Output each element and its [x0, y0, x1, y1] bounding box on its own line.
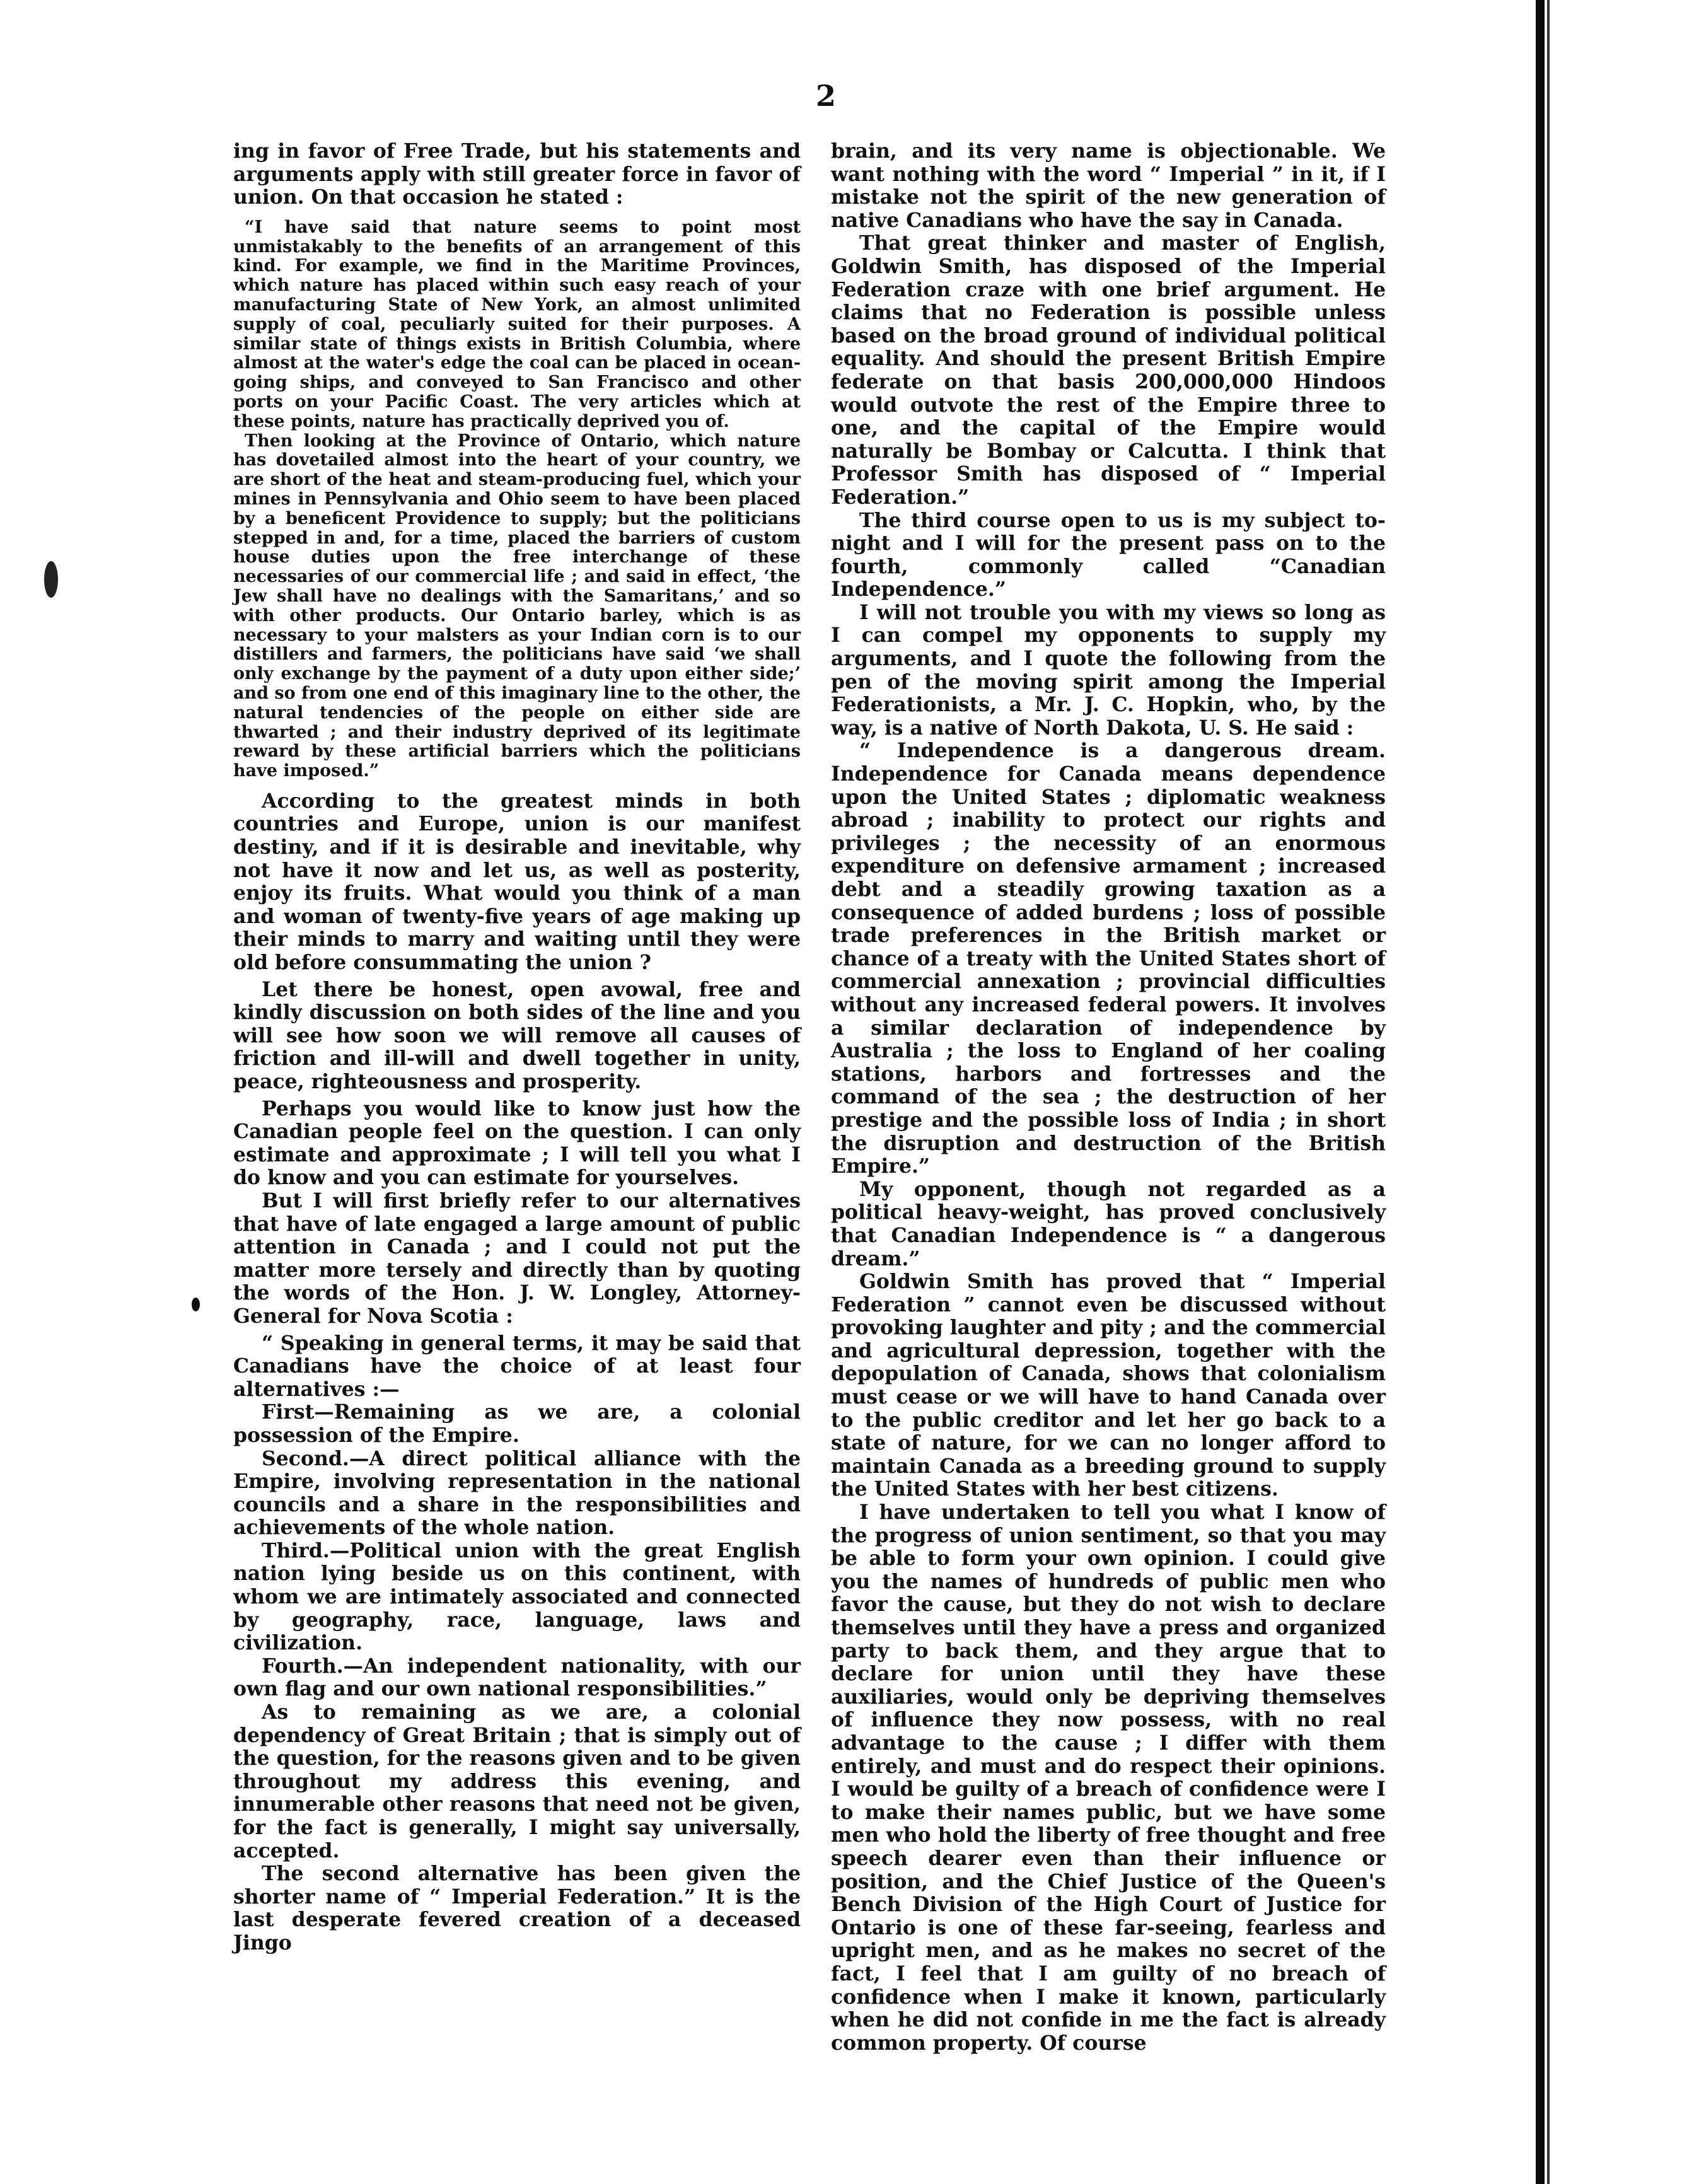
left-column — [233, 140, 801, 1955]
page-number: 2 — [815, 79, 836, 113]
paragraph: Goldwin Smith has proved that “ Imperial Federation ” cannot even be discussed without provoking laughter and pity ; and the commercial and agricultural depression, together with the depopulation of Canada, shows that colonialism must cease or we will have to hand Canada over to the public creditor and let her go back to a state of nature, for we can no longer afford to maintain Canada as a breeding ground to supply the United States with her best citizens. — [831, 1270, 1386, 1501]
quote-paragraph: Then looking at the Province of Ontario, which nature has dovetailed almost into the heart of your country, we are short of the heat and steam-producing fuel, which your mines in Pennsylvania and Ohio seem to have been placed by a beneficent Providence to supply; but the politicians stepped in and, for a time, placed the barriers of custom house duties upon the free interchange of these necessaries of our commercial life ; and said in effect, ‘the Jew shall have no dealings with the Samaritans,’ and so with other products. Our Ontario barley, which is as necessary to your malsters as your Indian corn is to our distillers and farmers, the politicians have said ‘we shall only exchange by the payment of a duty upon either side;’ and so from one end of this imaginary line to the other, the natural tendencies of the people on either side are thwarted ; and their industry deprived of its legitimate reward by these artificial barriers which the politicians have imposed.” — [233, 431, 801, 781]
scan-edge-border — [1536, 0, 1545, 2184]
scan-edge-line — [1547, 0, 1550, 2184]
paragraph: That great thinker and master of English, Goldwin Smith, has disposed of the Imperial Federation craze with one brief argument. He claims that no Federation is possible unless based on the broad ground of individual political equality. And should the present British Empire federate on that basis 200,000,000 Hindoos would outvote the rest of the Empire three to one, and the capital of the Empire would naturally be Bombay or Calcutta. I think that Professor Smith has disposed of “ Imperial Federation.” — [831, 231, 1386, 509]
paragraph: But I will first briefly refer to our alternatives that have of late engaged a large amount of public attention in Canada ; and I could not put the matter more tersely and directly than by quoting the words of the Hon. J. W. Longley, Attorney-General for Nova Scotia : — [233, 1188, 801, 1328]
paragraph: “ Speaking in general terms, it may be said that Canadians have the choice of at least four alternatives :— — [233, 1331, 801, 1401]
paragraph: Let there be honest, open avowal, free and kindly discussion on both sides of the line and you will see how soon we will remove all causes of friction and ill-will and dwell together in unity, peace, righteousness and prosperity. — [233, 977, 801, 1094]
paragraph: ing in favor of Free Trade, but his statements and arguments apply with still greater force in favor of union. On that occasion he stated : — [233, 139, 801, 209]
paragraph: Fourth.—An independent nationality, with our own flag and our own national responsibilities.” — [233, 1654, 801, 1701]
paragraph: brain, and its very name is objectionable. We want nothing with the word “ Imperial ” in it, if I mistake not the spirit of the new generation of native Canadians who have the say in Canada. — [831, 139, 1386, 232]
paragraph: First—Remaining as we are, a colonial possession of the Empire. — [233, 1400, 801, 1447]
paragraph: Second.—A direct political alliance with the Empire, involving representation in the national councils and a share in the responsibilities and achievements of the whole nation. — [233, 1446, 801, 1540]
paragraph: My opponent, though not regarded as a political heavy-weight, has proved conclusively that Canadian Independence is “ a dangerous dream.” — [831, 1177, 1386, 1270]
paragraph: Perhaps you would like to know just how the Canadian people feel on the question. I can only estimate and approximate ; I will tell you what I do know and you can estimate for yourselves. — [233, 1096, 801, 1190]
margin-bullet-mark — [192, 1298, 200, 1311]
paragraph: I will not trouble you with my views so long as I can compel my opponents to supply my arguments, and I quote the following from the pen of the moving spirit among the Imperial Federationists, a Mr. J. C. Hopkin, who, by the way, is a native of North Dakota, U. S. He said : — [831, 600, 1386, 740]
right-column — [831, 140, 1386, 2055]
paragraph: Third.—Political union with the great English nation lying beside us on this continent, with whom we are intimately associated and connected by geography, race, language, laws and civilization. — [233, 1538, 801, 1655]
paragraph: “ Independence is a dangerous dream. Independence for Canada means dependence upon the United States ; diplomatic weakness abroad ; inability to protect our rights and privileges ; the necessity of an enormous expenditure on defensive armament ; increased debt and a steadily growing taxation as a consequence of added burdens ; loss of possible trade preferences in the British market or chance of a treaty with the United States short of commercial annexation ; provincial difficulties without any increased federal powers. It involves a similar declaration of independence by Australia ; the loss to England of her coaling stations, harbors and fortresses and the command of the sea ; the destruction of her prestige and the possible loss of India ; in short the disruption and destruction of the British Empire.” — [831, 739, 1386, 1178]
paragraph: As to remaining as we are, a colonial dependency of Great Britain ; that is simply out of the question, for the reasons given and to be given throughout my address this evening, and innumerable other reasons that need not be given, for the fact is generally, I might say universally, accepted. — [233, 1700, 801, 1862]
paragraph: According to the greatest minds in both countries and Europe, union is our manifest destiny, and if it is desirable and inevitable, why not have it now and let us, as well as posterity, enjoy its fruits. What would you think of a man and woman of twenty-five years of age making up their minds to marry and waiting until they were old before consummating the union ? — [233, 789, 801, 975]
paragraph: The third course open to us is my subject to-night and I will for the present pass on to the fourth, commonly called “Canadian Independence.” — [831, 508, 1386, 601]
paragraph: I have undertaken to tell you what I know of the progress of union sentiment, so that you may be able to form your own opinion. I could give you the names of hundreds of public men who favor the cause, but they do not wish to declare themselves until they have a press and organized party to back them, and they argue that to declare for union until they have these auxiliaries, would only be depriving themselves of influence they now possess, with no real advantage to the cause ; I differ with them entirely, and must and do respect their opinions. I would be guilty of a breach of confidence were I to make their names public, but we have some men who hold the liberty of free thought and free speech dearer even than their influence or position, and the Chief Justice of the Queen's Bench Division of the High Court of Justice for Ontario is one of these far-seeing, fearless and upright men, and as he makes no secret of the fact, I feel that I am guilty of no breach of confidence when I make it known, particularly when he did not confide in me the fact is already common property. Of course — [831, 1501, 1386, 2055]
binding-hole-mark — [44, 561, 58, 598]
paragraph: The second alternative has been given the shorter name of “ Imperial Federation.” It is the last desperate fevered creation of a deceased Jingo — [233, 1862, 801, 1955]
quote-paragraph: “I have said that nature seems to point most unmistakably to the benefits of an arrangement of this kind. For example, we find in the Maritime Provinces, which nature has placed within such easy reach of your manufacturing State of New York, an almost unlimited supply of coal, peculiarly suited for their purposes. A similar state of things exists in British Columbia, where almost at the water's edge the coal can be placed in ocean-going ships, and conveyed to San Francisco and other ports on your Pacific Coast. The very articles which at these points, nature has practically deprived you of. — [233, 217, 801, 431]
